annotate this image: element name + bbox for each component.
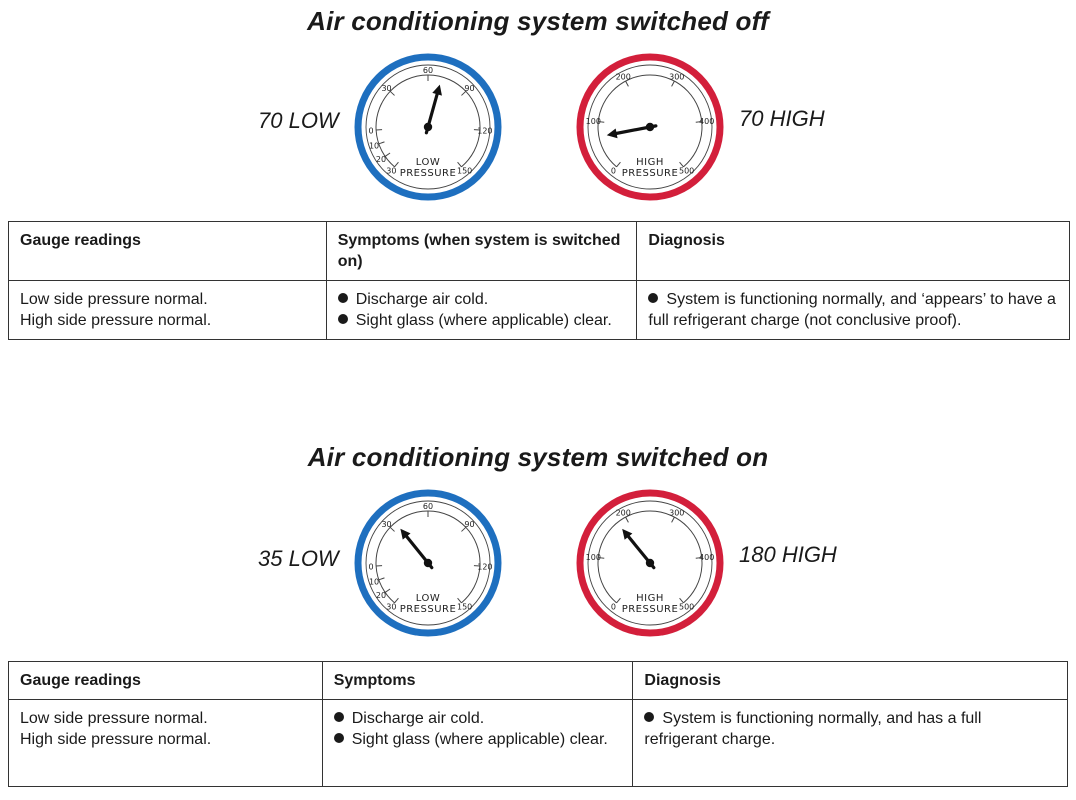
section-switched-on — [0, 436, 1076, 800]
header-symptoms: Symptoms (when system is switched on) — [326, 222, 637, 281]
low-gauge-label: 35 LOW — [258, 546, 339, 571]
low-gauge-svg — [353, 488, 503, 638]
diagnosis-text: System is functioning normally, and has a full refrigerant charge. — [644, 710, 982, 748]
section-title: Air conditioning system switched on — [307, 442, 769, 472]
gauge-face-label: LOW — [415, 157, 441, 168]
gauge-tick-label: 30 — [381, 83, 392, 93]
gauge-face-label: PRESSURE — [399, 604, 457, 615]
diagnosis-table — [8, 661, 1068, 787]
high-gauge-svg — [575, 488, 725, 638]
gauge-tick-label: 30 — [381, 519, 392, 529]
table-header-row — [9, 222, 1070, 281]
gauge-tick-label: 200 — [615, 508, 631, 518]
symptom-item — [334, 708, 623, 729]
reading-high-side: High side pressure normal. — [20, 731, 212, 748]
symptom-text: Sight glass (where applicable) clear. — [355, 312, 612, 329]
gauge-tick-label: 30 — [386, 602, 397, 612]
gauge-face-label: PRESSURE — [399, 168, 457, 179]
gauge-face-label: LOW — [415, 593, 441, 604]
high-pressure-gauge — [575, 52, 725, 202]
high-gauge-label: 70 HIGH — [739, 106, 825, 131]
diagnosis-table — [8, 221, 1070, 340]
gauge-tick-label: 20 — [375, 591, 387, 601]
gauge-tick-label: 100 — [585, 117, 601, 127]
diagnosis-text: System is functioning normally, and ‘appears’ to have a full refrigerant charge (not conclusive proof). — [648, 291, 1056, 329]
header-gauge-readings: Gauge readings — [9, 222, 327, 281]
gauge-tick-label: 20 — [375, 155, 387, 165]
bullet-icon — [338, 293, 348, 303]
cell-diagnosis — [637, 281, 1070, 340]
gauge-tick-label: 500 — [678, 602, 695, 612]
gauge-needle-hub — [646, 123, 654, 131]
bullet-icon — [648, 293, 658, 303]
bullet-icon — [334, 733, 344, 743]
bullet-icon — [334, 712, 344, 722]
table-row — [9, 281, 1070, 340]
low-pressure-gauge — [353, 488, 503, 638]
gauge-tick-label: 0 — [610, 166, 616, 176]
symptom-text: Sight glass (where applicable) clear. — [351, 731, 608, 748]
section-title: Air conditioning system switched off — [307, 6, 769, 36]
gauge-tick-label: 30 — [386, 166, 397, 176]
gauge-tick-label: 10 — [368, 577, 380, 587]
gauge-face-label: PRESSURE — [621, 604, 679, 615]
gauge-tick-label: 90 — [464, 83, 475, 93]
gauge-tick-label: 500 — [678, 166, 695, 176]
gauge-tick-label: 60 — [422, 66, 434, 75]
gauge-tick-label: 150 — [456, 166, 473, 176]
low-gauge-svg — [353, 52, 503, 202]
diagnosis-item — [644, 708, 1057, 750]
gauge-needle-hub — [424, 123, 432, 131]
gauge-tick-label: 10 — [368, 141, 380, 151]
gauge-tick-label: 0 — [368, 562, 374, 572]
symptom-text: Discharge air cold. — [351, 710, 485, 727]
gauge-tick-label: 300 — [669, 508, 685, 518]
gauge-face-label: HIGH — [636, 157, 664, 168]
symptom-item — [334, 729, 623, 750]
gauge-face-label: HIGH — [636, 593, 664, 604]
symptom-item — [338, 289, 627, 310]
reading-low-side: Low side pressure normal. — [20, 710, 208, 727]
gauge-tick-label: 100 — [585, 553, 601, 563]
high-gauge-label: 180 HIGH — [739, 542, 837, 567]
cell-gauge-readings — [9, 700, 323, 787]
gauge-tick-label: 0 — [368, 126, 374, 136]
gauge-tick-label: 90 — [464, 519, 475, 529]
cell-diagnosis — [633, 700, 1068, 787]
symptom-item — [338, 310, 627, 331]
symptom-text: Discharge air cold. — [355, 291, 489, 308]
reading-low-side: Low side pressure normal. — [20, 291, 208, 308]
gauge-face-label: PRESSURE — [621, 168, 679, 179]
low-pressure-gauge — [353, 52, 503, 202]
bullet-icon — [338, 314, 348, 324]
gauge-tick-label: 300 — [669, 72, 685, 82]
table-row — [9, 700, 1068, 787]
gauge-tick-label: 120 — [477, 562, 493, 572]
high-pressure-gauge — [575, 488, 725, 638]
table-header-row — [9, 662, 1068, 700]
gauge-tick-label: 400 — [699, 553, 715, 563]
gauge-needle-hub — [646, 559, 654, 567]
gauge-tick-label: 0 — [610, 602, 616, 612]
reading-high-side: High side pressure normal. — [20, 312, 212, 329]
gauge-tick-label: 400 — [699, 117, 715, 127]
section-switched-off — [0, 0, 1076, 375]
gauge-tick-label: 150 — [456, 602, 473, 612]
header-gauge-readings: Gauge readings — [9, 662, 323, 700]
cell-symptoms — [322, 700, 633, 787]
cell-symptoms — [326, 281, 637, 340]
cell-gauge-readings — [9, 281, 327, 340]
gauge-tick-label: 120 — [477, 126, 493, 136]
gauge-needle-hub — [424, 559, 432, 567]
low-gauge-label: 70 LOW — [258, 108, 339, 133]
header-diagnosis: Diagnosis — [633, 662, 1068, 700]
header-diagnosis: Diagnosis — [637, 222, 1070, 281]
header-symptoms: Symptoms — [322, 662, 633, 700]
high-gauge-svg — [575, 52, 725, 202]
gauge-tick-label: 200 — [615, 72, 631, 82]
diagnosis-item — [648, 289, 1059, 331]
gauge-tick-label: 60 — [422, 502, 434, 511]
bullet-icon — [644, 712, 654, 722]
